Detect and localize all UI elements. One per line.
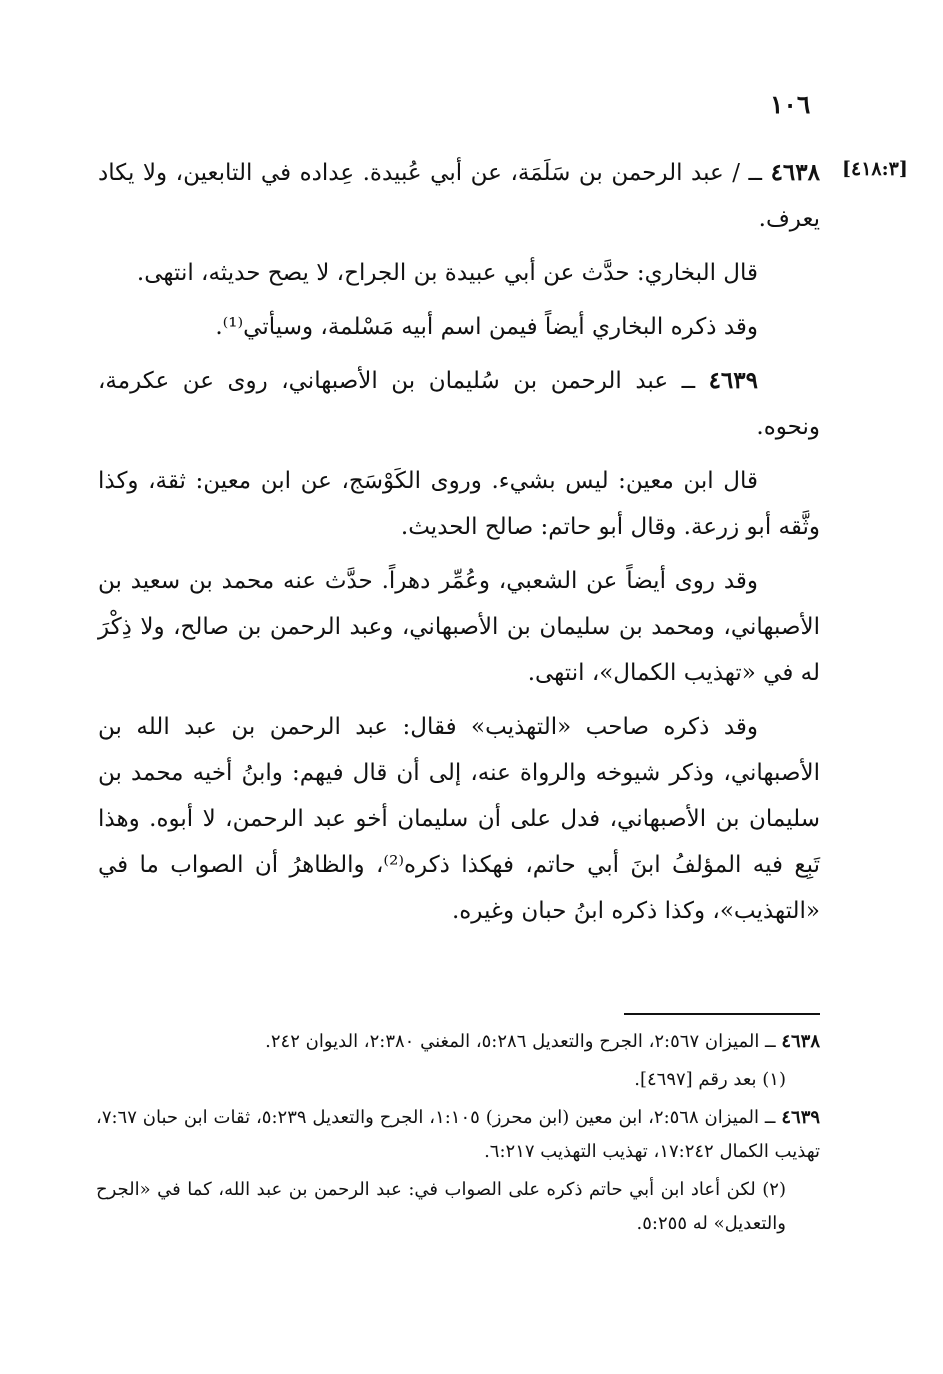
entry-4638-paragraph [98,150,820,242]
paragraph: قال ابن معين: ليس بشيء. وروى الكَوْسَج، عن ابن معين: ثقة، وكذا وثَّقه أبو زرعة. وقال أبو حاتم: صالح الحديث. [98,468,820,540]
margin-reference: [٤١٨:٣] [842,158,908,180]
paragraph: وقد روى أيضاً عن الشعبي، وعُمِّر دهراً. حدَّث عنه محمد بن سعيد بن الأصبهاني، ومحمد بن سليمان بن الأصبهاني، وعبد الرحمن بن صالح، ولا ذِكْرَ له في «تهذيب الكمال»، انتهى. [98,568,820,686]
footnotes [96,1025,820,1245]
paragraph: وقد ذكره البخاري أيضاً فيمن اسم أبيه مَسْلمة، وسيأتي⁽¹⁾. [215,314,758,340]
entry-text: ــ عبد الرحمن بن سُليمان بن الأصبهاني، روى عن عكرمة، ونحوه. [98,368,820,440]
paragraph: قال البخاري: حدَّث عن أبي عبيدة بن الجراح، لا يصح حديثه، انتهى. [136,260,758,286]
entry-number: ٤٦٣٨ [770,159,820,186]
entry-number: ٤٦٣٩ [708,367,758,394]
footnote-text: ــ الميزان ٢:٥٦٨، ابن معين (ابن محرز) ١:١٠٥، الجرح والتعديل ٥:٢٣٩، ثقات ابن حبان ٧:٦٧، تهذيب الكمال ١٧:٢٤٢، تهذيب التهذيب ٦:٢١٧. [96,1107,820,1162]
footnote-text: ــ الميزان ٢:٥٦٧، الجرح والتعديل ٥:٢٨٦، المغني ٢:٣٨٠، الديوان ٢٤٢. [265,1031,782,1052]
footnote-divider [624,1013,820,1015]
footnote-entry-number: ٤٦٣٩ [781,1107,821,1128]
footnote-source-4638 [96,1025,820,1059]
main-text [98,150,820,942]
page-number: ١٠٦ [770,90,811,119]
footnote-1: (١) بعد رقم [٤٦٩٧]. [634,1069,786,1090]
footnote-source-4639 [96,1101,820,1169]
entry-4639-paragraph [98,358,820,450]
paragraph: وقد ذكره صاحب «التهذيب» فقال: عبد الرحمن بن عبد الله بن الأصبهاني، وذكر شيوخه والرواة عنه، إلى أن قال فيهم: وابنُ أخيه محمد بن سليمان بن الأصبهاني، فدل على أن سليمان أخو عبد الرحمن، لا أبوه. وهذا تَبِع فيه المؤلفُ ابنَ أبي حاتم، فهكذا ذكره⁽²⁾، والظاهرُ أن الصواب ما في «التهذيب»، وكذا ذكره ابنُ حبان وغيره. [98,714,820,924]
footnote-entry-number: ٤٦٣٨ [781,1031,820,1052]
footnote-2: (٢) لكن أعاد ابن أبي حاتم ذكره على الصواب في: عبد الرحمن بن عبد الله، كما في «الجرح والتعديل» له ٥:٢٥٥. [96,1179,786,1234]
entry-text: ــ / عبد الرحمن بن سَلَمَة، عن أبي عُبيدة. عِداده في التابعين، ولا يكاد يعرف. [98,160,820,232]
